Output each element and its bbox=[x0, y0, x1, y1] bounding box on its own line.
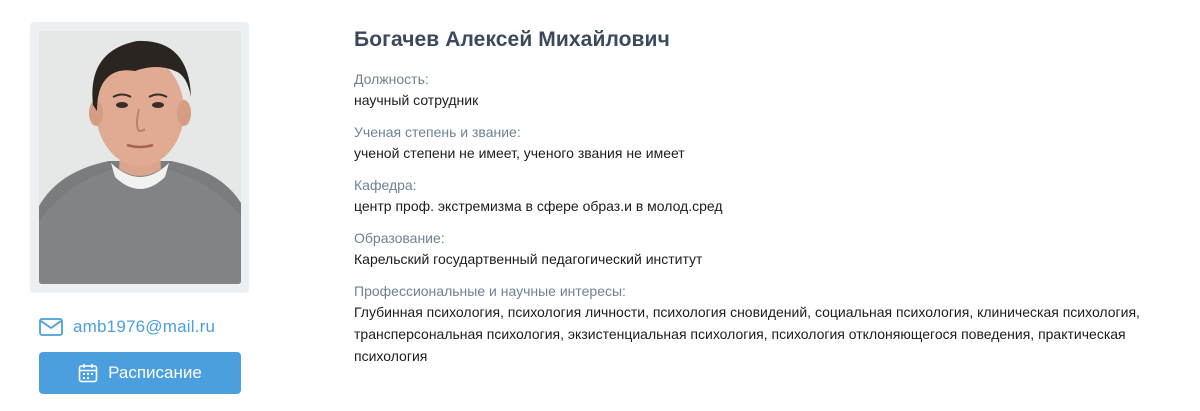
profile-info bbox=[354, 26, 1184, 378]
calendar-icon bbox=[78, 363, 98, 383]
field-value: Глубинная психология, психология личности, психология сновидений, социальная психология, клиническая психология, трансперсональная психология, экзистенциальная психология, психология отклоняющегося поведения, практическая психология bbox=[354, 304, 1140, 364]
field-label: Должность: bbox=[354, 71, 429, 87]
field-label: Образование: bbox=[354, 230, 445, 246]
profile-photo bbox=[39, 31, 241, 284]
schedule-button[interactable] bbox=[39, 352, 241, 394]
email-link[interactable]: amb1976@mail.ru bbox=[73, 317, 216, 336]
field-position bbox=[354, 69, 1184, 111]
field-education bbox=[354, 228, 1184, 270]
field-value: Карельский государтвенный педагогический институт bbox=[354, 251, 703, 267]
field-label: Профессиональные и научные интересы: bbox=[354, 283, 626, 299]
person-name: Богачев Алексей Михайлович bbox=[354, 28, 670, 51]
field-label: Кафедра: bbox=[354, 177, 417, 193]
field-degree bbox=[354, 122, 1184, 164]
field-label: Ученая степень и звание: bbox=[354, 124, 521, 140]
schedule-button-label: Расписание bbox=[108, 363, 202, 382]
field-value: научный сотрудник bbox=[354, 92, 479, 108]
field-value: центр проф. экстремизма в сфере образ.и в молод.сред bbox=[354, 198, 723, 214]
photo-card bbox=[30, 22, 249, 293]
field-interests bbox=[354, 281, 1184, 367]
field-department bbox=[354, 175, 1184, 217]
envelope-icon bbox=[39, 318, 63, 336]
email-row bbox=[39, 316, 215, 338]
field-value: ученой степени не имеет, ученого звания не имеет bbox=[354, 145, 685, 161]
